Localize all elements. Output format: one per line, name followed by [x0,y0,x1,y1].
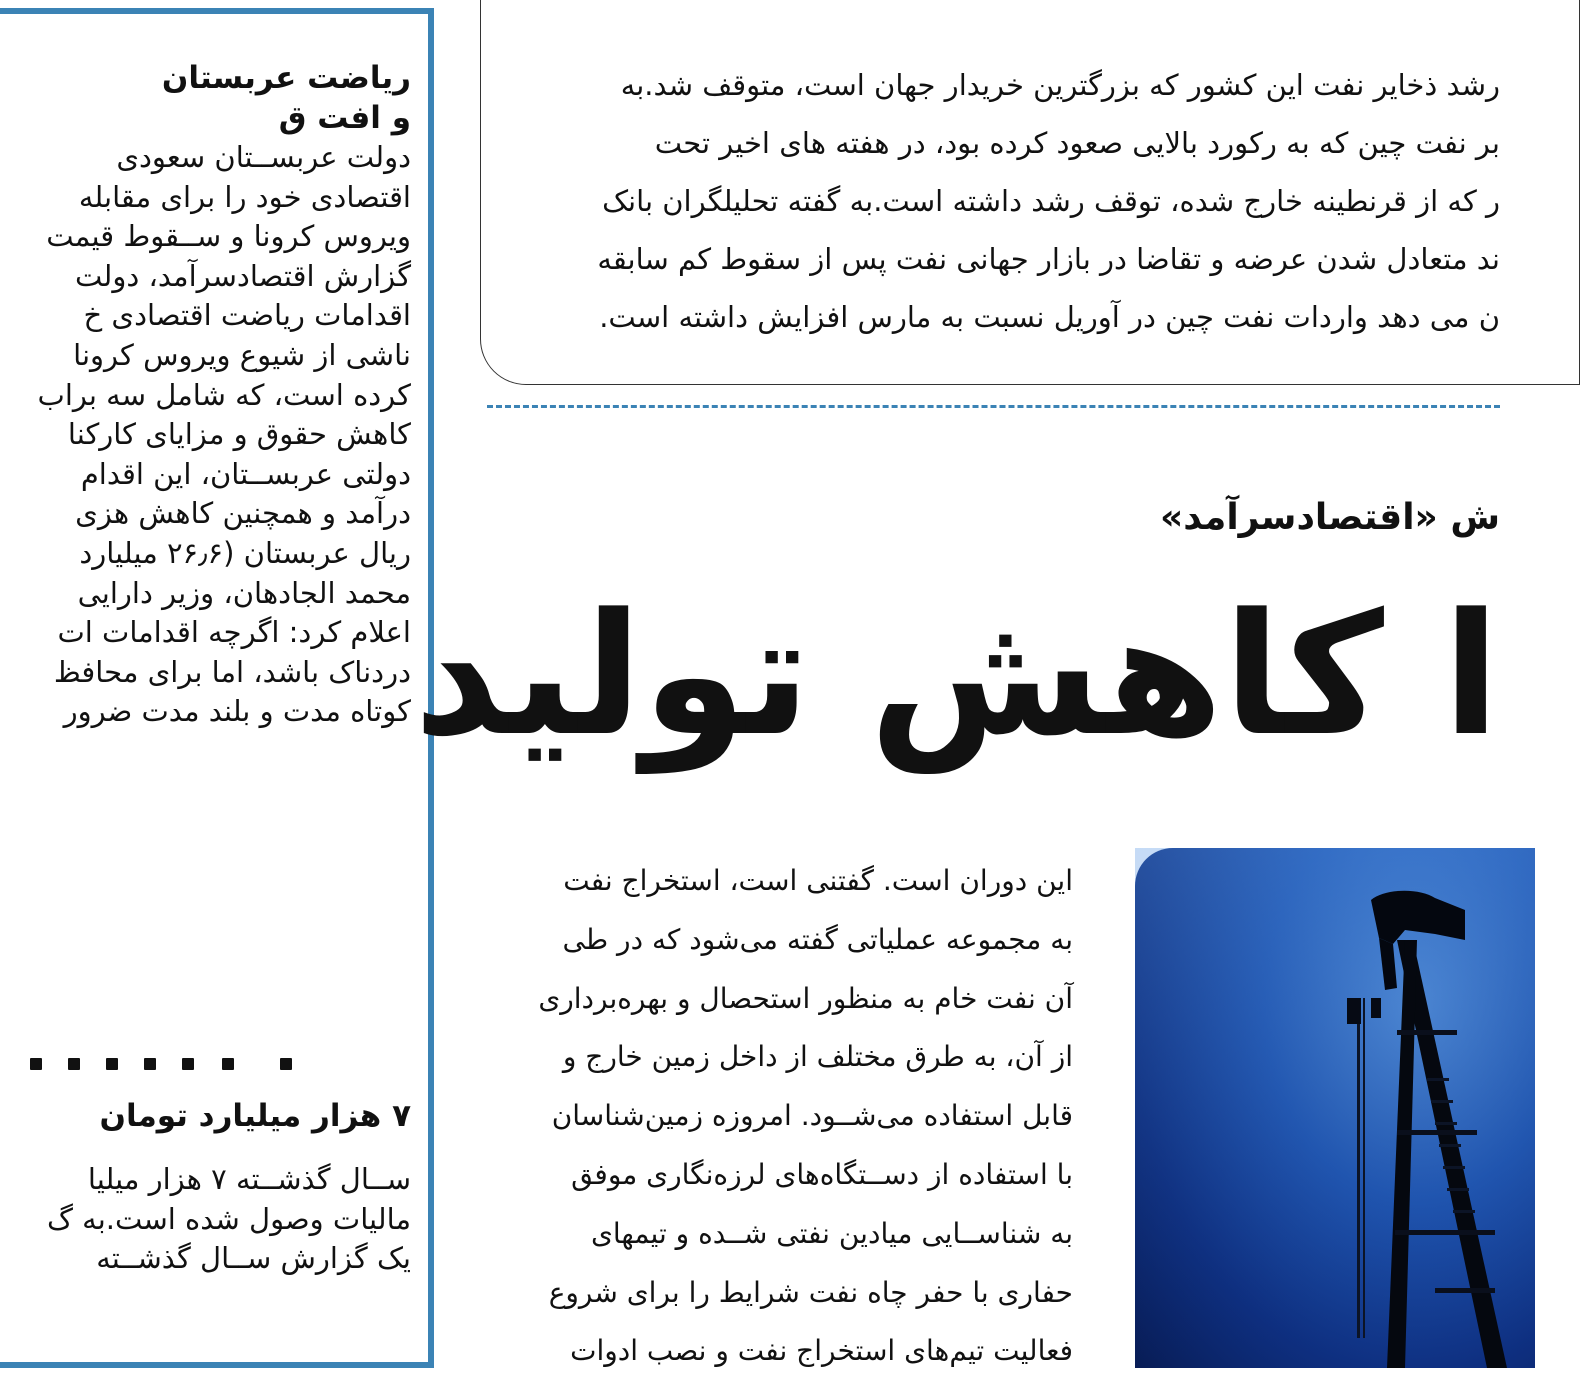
sidebar-body-line: محمد الجادهان، وزیر دارایی [77,575,411,610]
sidebar-body-line: ناشی از شیوع ویروس کرونا [73,337,411,372]
sidebar-body-line: دولتی عربســتان، این اقدام [80,456,411,491]
kicker: ش «اقتصادسرآمد» [1159,497,1500,538]
sidebar-body-line: کرده است، که شامل سه براب [37,377,411,412]
sidebar-body-line: ویروس کرونا و ســقوط قیمت [46,219,411,254]
body-lines [373,852,1073,1381]
sidebar-body-line: دردناک باشد، اما برای محافظ [53,654,411,689]
sidebar-body-line: یک گزارش ســال گذشــته [96,1241,411,1276]
sidebar-body-line: اعلام کرد: اگرچه اقدامات ات [57,615,411,650]
sidebar-body-line: ســال گذشــته ۷ هزار میلیا [87,1162,411,1196]
sidebar-title-line: ریاضت عربستان [161,60,411,96]
sidebar-subhead: ۷ هزار میلیارد تومان [99,1098,411,1134]
top-article-line: رشد ذخایر نفت این کشور که بزرگترین خریدار جهان است، متوقف شد.به [620,68,1500,102]
divider-dot [144,1058,156,1070]
divider-dot [182,1058,194,1070]
top-article-text [480,0,1500,340]
sidebar-body-line: ریال عربستان (۲۶٫۶ میلیارد [79,535,411,570]
divider-dot [30,1058,42,1070]
sidebar-body-line: اقتصادی خود را برای مقابله [78,179,411,214]
body-column [490,852,1075,1368]
body-line: این دوران است. گفتنی است، استخراج نفت [563,864,1073,897]
sidebar-article-2 [47,1160,411,1279]
sidebar-body-line: کوتاه مدت و بلند مدت ضرور [63,694,411,729]
top-article-lines [300,56,1500,346]
sidebar-body-line: کاهش حقوق و مزایای کارکنا [67,417,411,452]
top-article-line: بر نفت چین که به رکورد بالایی صعود کرده بود، در هفته های اخیر تحت [654,126,1500,160]
divider-dot [68,1058,80,1070]
sidebar-body-line: اقدامات ریاضت اقتصادی خ [83,298,411,333]
body-line: به مجموعه عملیاتی گفته می‌شود که در طی [562,922,1073,956]
top-article-line: ند متعادل شدن عرضه و تقاضا در بازار جهانی نفت پس از سقوط کم سابقه [597,242,1500,276]
divider-dot [106,1058,118,1070]
sidebar-dot-divider [30,1058,300,1076]
sidebar-subhead-wrap [100,1096,411,1136]
oil-pump-jack-photo [1135,848,1535,1368]
body-line: قابل استفاده می‌شــود. امروزه زمین‌شناسان [551,1099,1073,1133]
body-line: فعالیت تیم‌های استخراج نفت و نصب ادوات [570,1334,1073,1368]
body-line: آن نفت خام به منظور استحصال و بهره‌برداری [538,981,1073,1015]
body-line: از آن، به طرق مختلف از داخل زمین خارج و [562,1040,1073,1074]
headline: ا کاهش تولید [413,577,1500,773]
pump-jack-icon [1135,848,1535,1368]
sidebar-body-line: گزارش اقتصادسرآمد، دولت [75,258,411,293]
top-article-line: ن می دهد واردات نفت چین در آوریل نسبت به مارس افزایش داشته است. [599,300,1500,334]
sidebar-body-line: مالیات وصول شده است.به گ [47,1201,411,1236]
sidebar-body-line: دولت عربســتان سعودی [116,140,411,174]
sidebar-body-line: درآمد و همچنین کاهش هزی [75,496,411,531]
divider-dot [222,1058,234,1070]
dashed-separator [487,405,1500,408]
divider-dot [280,1058,292,1070]
headline-wrap [413,575,1500,790]
kicker-wrap [480,490,1500,550]
sidebar-title-line: و افت ق [278,100,411,136]
body-line: با استفاده از دســتگاه‌های لرزه‌نگاری موفق [571,1157,1073,1191]
body-line: حفاری با حفر چاه نفت شرایط را برای شروع [548,1275,1073,1309]
top-article-line: ر که از قرنطینه خارج شده، توقف رشد داشته است.به گفته تحلیلگران بانک [602,184,1500,218]
body-line: به شناســایی میادین نفتی شــده و تیمهای [590,1216,1073,1250]
